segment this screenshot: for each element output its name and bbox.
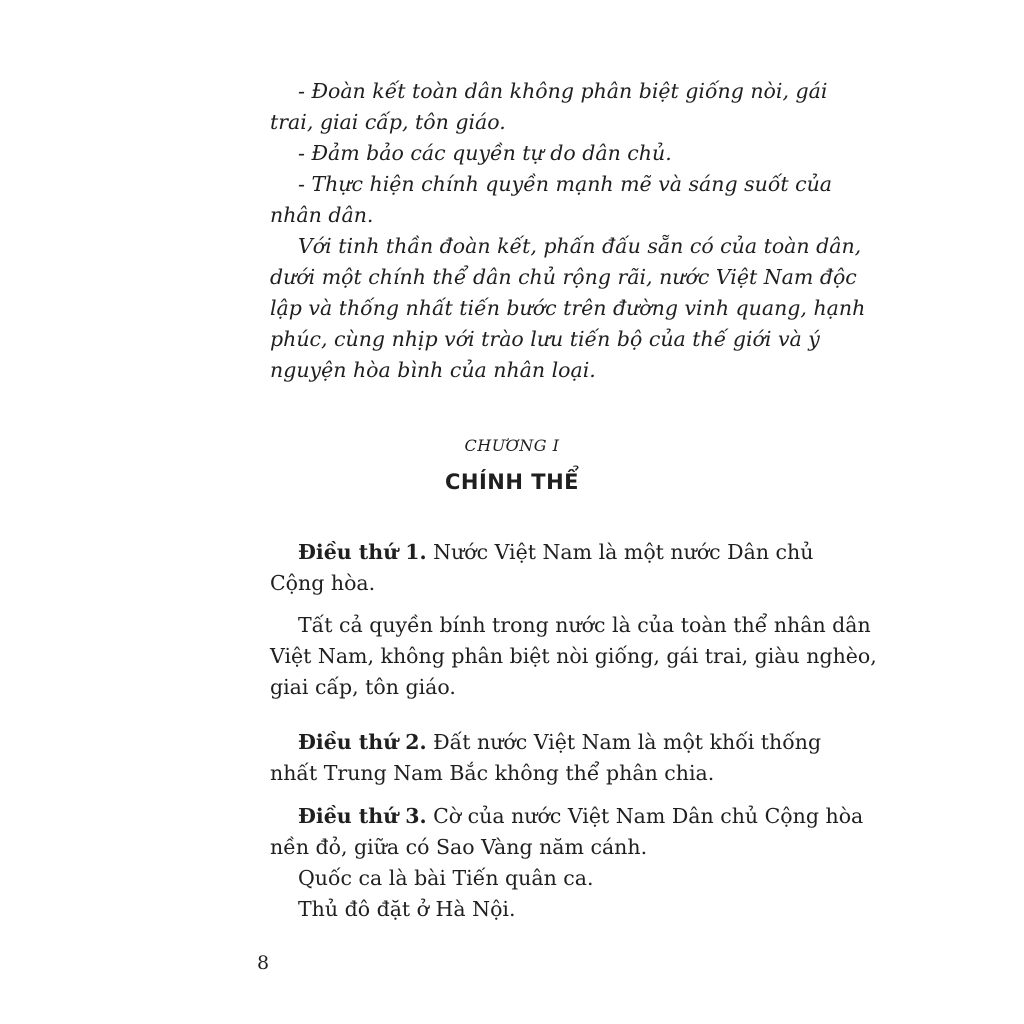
article-line — [270, 801, 864, 832]
preamble-line: nguyện hòa bình của nhân loại. — [270, 358, 596, 382]
article-3 — [270, 801, 864, 925]
preamble-line: - Đảm bảo các quyền tự do dân chủ. — [298, 141, 672, 165]
article-heading: Điều thứ 3. — [298, 804, 427, 828]
article-line — [270, 537, 814, 568]
preamble — [270, 76, 866, 386]
paragraph-line: Việt Nam, không phân biệt nòi giống, gái trai, giàu nghèo, — [270, 644, 877, 668]
article-line — [270, 727, 822, 758]
chapter-label: CHƯƠNG I — [464, 436, 560, 455]
article-heading: Điều thứ 2. — [298, 730, 427, 754]
article-2 — [270, 727, 822, 789]
article-text: Cờ của nước Việt Nam Dân chủ Cộng hòa — [426, 804, 864, 828]
page-number: 8 — [257, 952, 270, 974]
preamble-line: nhân dân. — [270, 203, 374, 227]
preamble-line: - Đoàn kết toàn dân không phân biệt giống nòi, gái — [298, 79, 828, 103]
preamble-line: lập và thống nhất tiến bước trên đường vinh quang, hạnh — [270, 296, 866, 320]
chapter-title: CHÍNH THỂ — [444, 470, 579, 494]
article-text: Đất nước Việt Nam là một khối thống — [426, 730, 822, 754]
article-line: Quốc ca là bài Tiến quân ca. — [298, 866, 594, 890]
preamble-line: - Thực hiện chính quyền mạnh mẽ và sáng suốt của — [298, 172, 833, 196]
article-line: nhất Trung Nam Bắc không thể phân chia. — [270, 761, 715, 785]
article-text: Nước Việt Nam là một nước Dân chủ — [426, 540, 814, 564]
article-line: Thủ đô đặt ở Hà Nội. — [298, 897, 516, 921]
preamble-line: trai, giai cấp, tôn giáo. — [270, 110, 506, 134]
preamble-line: dưới một chính thể dân chủ rộng rãi, nước Việt Nam độc — [270, 265, 857, 289]
article-line: nền đỏ, giữa có Sao Vàng năm cánh. — [270, 835, 648, 859]
article-1-paragraph — [270, 610, 877, 703]
paragraph-line: giai cấp, tôn giáo. — [270, 675, 456, 699]
article-line: Cộng hòa. — [270, 571, 376, 595]
article-heading: Điều thứ 1. — [298, 540, 427, 564]
preamble-line: Với tinh thần đoàn kết, phấn đấu sẵn có của toàn dân, — [298, 234, 862, 258]
article-1 — [270, 537, 814, 599]
paragraph-line: Tất cả quyền bính trong nước là của toàn thể nhân dân — [298, 613, 871, 637]
preamble-line: phúc, cùng nhịp với trào lưu tiến bộ của thế giới và ý — [270, 327, 820, 351]
